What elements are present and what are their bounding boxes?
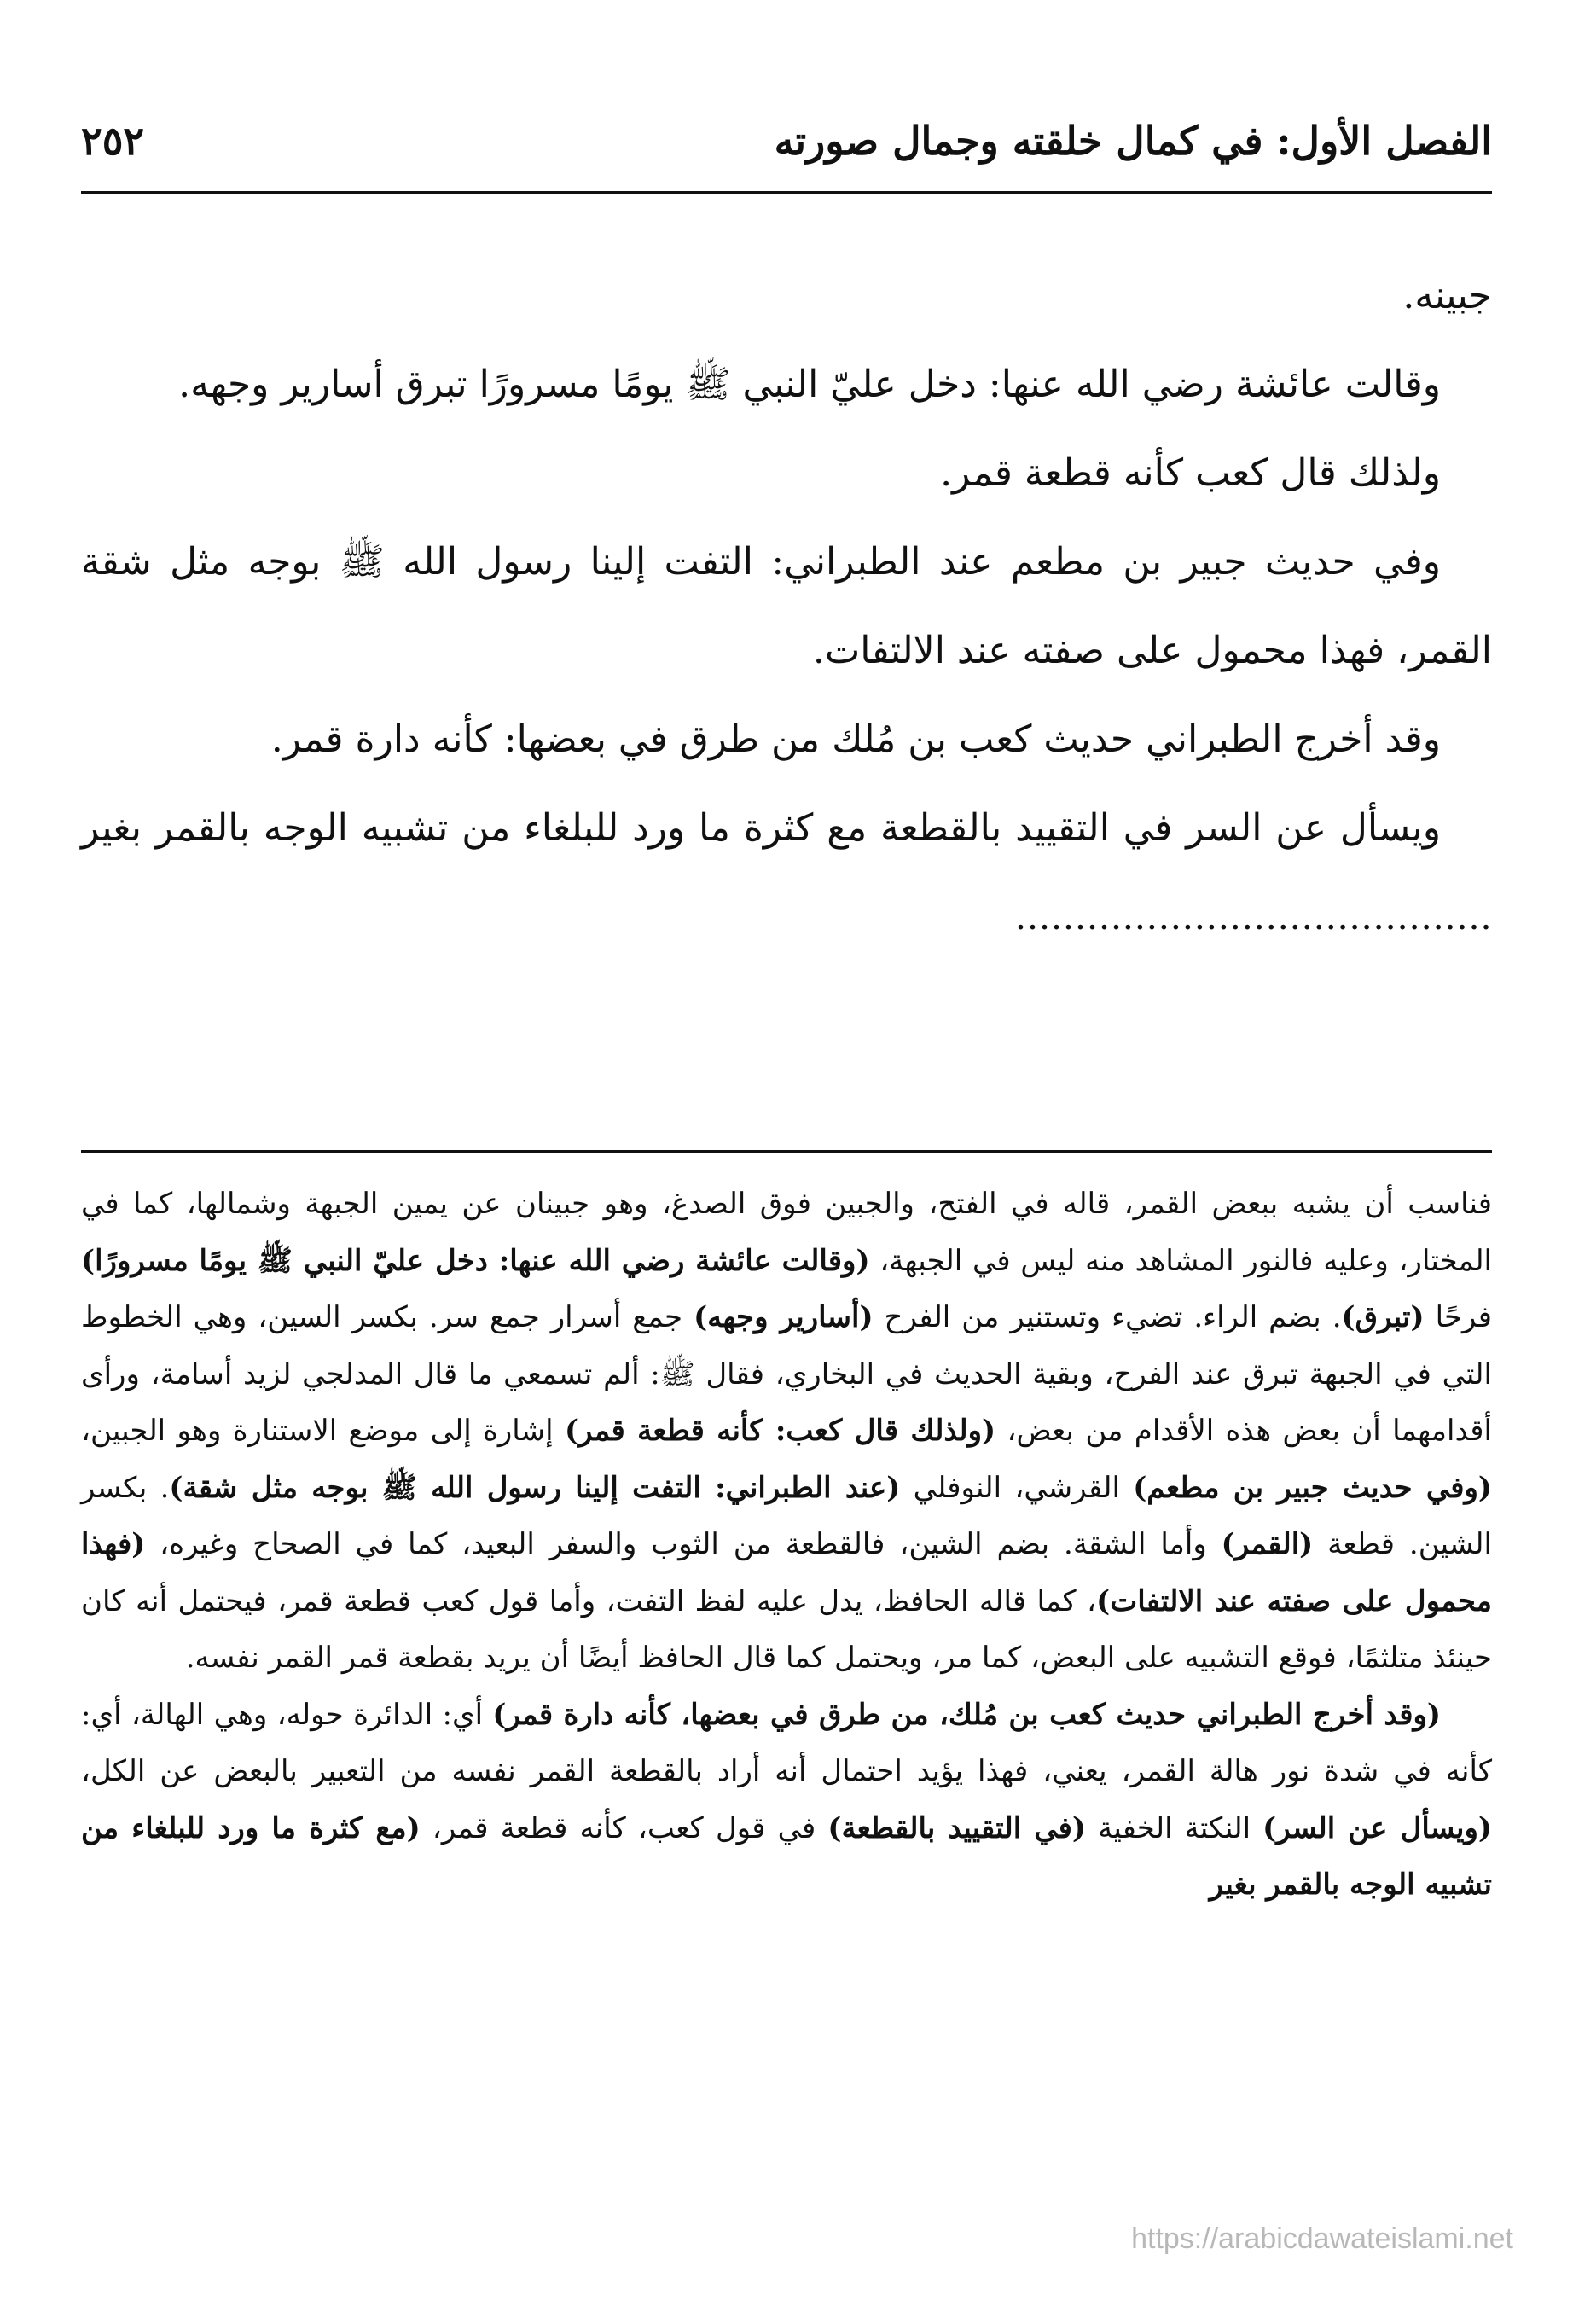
quoted-matn: (تبرق) [1341,1300,1425,1334]
quoted-matn: (عند الطبراني: التفت إلينا رسول الله ﷺ بوجه مثل شقة) [169,1470,901,1505]
main-paragraph: جبينه. [1402,274,1492,317]
main-paragraph-text: ويسأل عن السر في التقييد بالقطعة مع كثرة ما ورد للبلغاء من تشبيه الوجه بالقمر بغير [81,806,1441,850]
main-paragraph: وقالت عائشة رضي الله عنها: دخل عليّ النبي ﷺ يومًا مسرورًا تبرق أسارير وجهه. [178,363,1441,406]
quoted-matn: (وقد أخرج الطبراني حديث كعب بن مُلك، من طرق في بعضها، كأنه دارة قمر) [492,1697,1441,1732]
commentary-text-run: في قول كعب، كأنه قطعة قمر، [420,1810,828,1845]
continuation-dots: ........................................ [1014,895,1492,938]
commentary-text-run: وأما الشقة. بضم الشين، فالقطعة من الثوب والسفر البعيد، كما في الصحاح وغيره، [145,1527,1222,1561]
header-rule [81,191,1492,194]
commentary-text-run: جمع أسرار جمع سر. بكسر السين، وهي الخطوط التي في الجبهة تبرق عند الفرح، وبقية الحديث في البخاري، فقال ﷺ: ألم تسمعي ما قال المدلجي لزيد أسامة، ورأى أقدامهما أن بعض هذه الأقدام من بعض، [81,1300,1492,1448]
quoted-matn: (القمر) [1221,1527,1314,1561]
commentary-text-run: فناسب أن يشبه ببعض القمر، قاله في الفتح، والجبين فوق الصدغ، وهو جبينان عن يمين الجبهة وشمالها، كما في المختار، وعليه فالنور المشاهد منه ليس في الجبهة، [81,1187,1493,1278]
main-text [81,252,1492,962]
page-number: ٢٥٢ [81,118,145,164]
commentary-paragraph [81,1687,1492,1914]
quoted-matn: (مع كثرة ما ورد للبلغاء من تشبيه الوجه بالقمر بغير [81,1810,1492,1902]
commentary-rule [81,1150,1492,1153]
quoted-matn: (وقالت عائشة رضي الله عنها: دخل عليّ النبي ﷺ يومًا مسرورًا) [81,1243,870,1278]
quoted-matn: (ويسأل عن السر) [1262,1810,1492,1845]
chapter-title: الفصل الأول: في كمال خلقته وجمال صورته [774,118,1492,164]
commentary-text-run: القرشي، النوفلي [900,1470,1134,1505]
commentary-text-run: . بضم الراء. تضيء وتستنير من الفرح [873,1300,1342,1334]
commentary-text-run: فرحًا [1424,1300,1492,1334]
quoted-matn: (ولذلك قال كعب: كأنه قطعة قمر) [564,1414,996,1448]
commentary-text-run: أي: الدائرة حوله، وهي الهالة، أي: كأنه في شدة نور هالة القمر، يعني، فهذا يؤيد احتمال أنه أراد بالقطعة القمر نفسه من التعبير بالبعض عن الكل، [81,1697,1492,1788]
commentary-text [81,1176,1492,1914]
main-paragraph: ولذلك قال كعب كأنه قطعة قمر. [940,451,1441,495]
quoted-matn: (وفي حديث جبير بن مطعم) [1133,1470,1493,1505]
quoted-matn: (أسارير وجهه) [694,1300,874,1334]
main-paragraph: وقد أخرج الطبراني حديث كعب بن مُلك من طرق في بعضها: كأنه دارة قمر. [270,718,1441,761]
commentary-text-run: إشارة إلى موضع الاستنارة وهو الجبين، [81,1414,565,1448]
watermark-url: https://arabicdawateislami.net [1131,2222,1513,2255]
quoted-matn: (في التقييد بالقطعة) [827,1810,1086,1845]
commentary-text-run: النكتة الخفية [1085,1810,1263,1845]
commentary-paragraph [81,1176,1492,1687]
commentary-text-run: ، كما قاله الحافظ، يدل عليه لفظ التفت، وأما قول كعب قطعة قمر، فيحتمل أنه كان حينئذ متلثمًا، فوقع التشبيه على البعض، كما مر، ويحتمل كما قال الحافظ أيضًا أن يريد بقطعة قمر القمر نفسه. [81,1583,1492,1675]
main-paragraph: وفي حديث جبير بن مطعم عند الطبراني: التفت إلينا رسول الله ﷺ بوجه مثل شقة القمر، فهذا محمول على صفته عند الالتفات. [81,540,1492,672]
quoted-matn: (فهذا محمول على صفته عند الالتفات) [81,1527,1493,1618]
page-header [81,111,1492,171]
main-paragraph [81,784,1492,962]
commentary-text-run: . بكسر الشين. قطعة [81,1470,1492,1561]
